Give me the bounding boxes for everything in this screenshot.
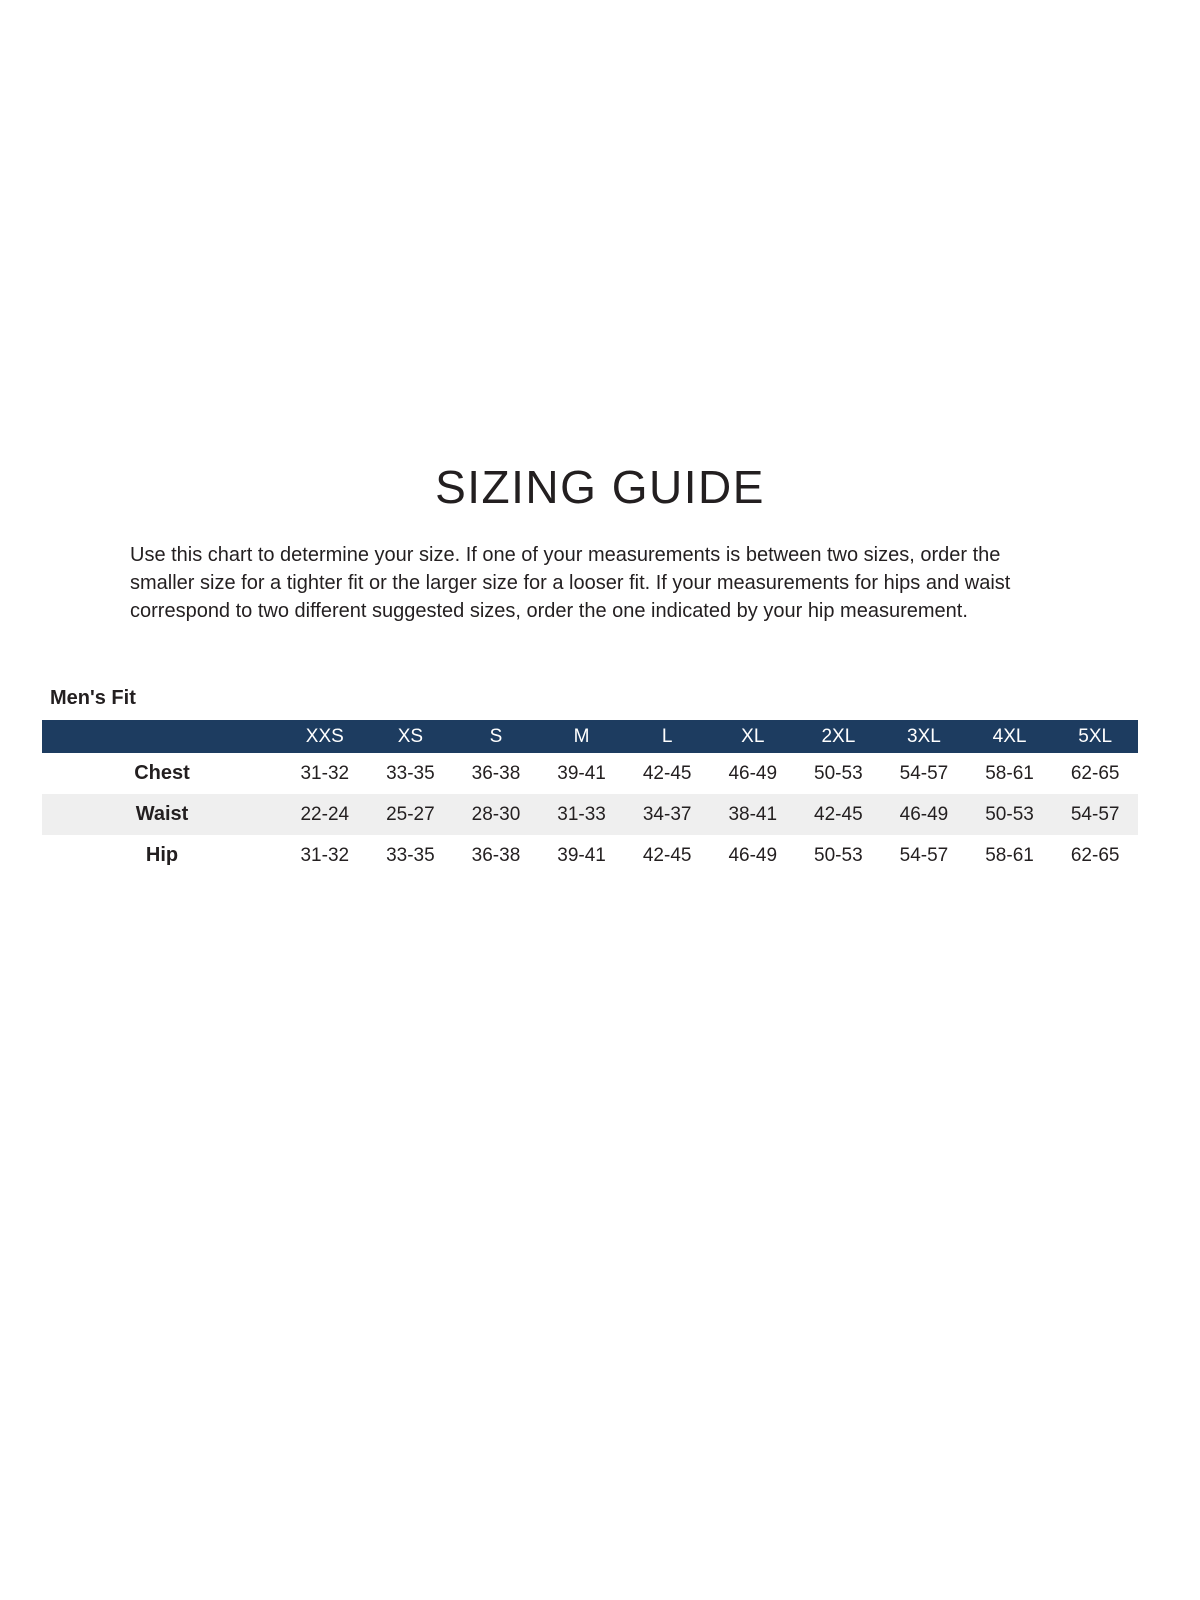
section-label-mens-fit: Men's Fit bbox=[50, 687, 136, 709]
size-table bbox=[42, 720, 1138, 876]
table-cell: 28-30 bbox=[471, 803, 521, 825]
page-title: SIZING GUIDE bbox=[435, 461, 765, 513]
header-cell-s: S bbox=[453, 720, 539, 753]
header-cell-empty bbox=[42, 720, 282, 753]
table-cell: 46-49 bbox=[899, 803, 949, 825]
intro-text: Use this chart to determine your size. If one of your measurements is between two sizes, order the smaller size for a tighter fit or the larger size for a looser fit. If your measurements for hips and waist correspond to two different suggested sizes, order the one indicated by your hip measurement. bbox=[130, 544, 1011, 622]
table-cell: 54-57 bbox=[899, 844, 949, 866]
table-cell: 58-61 bbox=[985, 762, 1034, 784]
table-cell: 31-33 bbox=[557, 803, 606, 825]
table-cell: 50-53 bbox=[985, 803, 1034, 825]
table-cell: 58-61 bbox=[985, 844, 1034, 866]
table-cell: 25-27 bbox=[386, 803, 435, 825]
table-cell: 62-65 bbox=[1070, 762, 1120, 784]
header-cell-xs: XS bbox=[368, 720, 454, 753]
header-cell-5xl: 5XL bbox=[1052, 720, 1138, 753]
table-cell: 39-41 bbox=[557, 762, 606, 784]
table-cell: 36-38 bbox=[471, 762, 521, 784]
header-cell-2xl: 2XL bbox=[796, 720, 882, 753]
table-row-waist bbox=[42, 794, 1138, 835]
table-cell: 54-57 bbox=[899, 762, 949, 784]
header-cell-m: M bbox=[539, 720, 625, 753]
table-cell: 42-45 bbox=[642, 844, 692, 866]
table-cell: 50-53 bbox=[814, 844, 863, 866]
size-table-header-row bbox=[42, 720, 1138, 753]
table-cell: 50-53 bbox=[814, 762, 863, 784]
table-cell: 46-49 bbox=[728, 762, 778, 784]
table-row-hip bbox=[42, 835, 1138, 876]
table-cell: 31-32 bbox=[300, 762, 350, 784]
table-cell: 33-35 bbox=[386, 762, 435, 784]
row-label-chest: Chest bbox=[134, 762, 190, 784]
row-label-waist: Waist bbox=[135, 803, 189, 825]
table-cell: 33-35 bbox=[386, 844, 435, 866]
table-cell: 62-65 bbox=[1070, 844, 1120, 866]
table-cell: 34-37 bbox=[642, 803, 692, 825]
header-cell-3xl: 3XL bbox=[881, 720, 967, 753]
table-cell: 39-41 bbox=[557, 844, 606, 866]
table-cell: 22-24 bbox=[300, 803, 350, 825]
table-cell: 42-45 bbox=[814, 803, 863, 825]
header-cell-xl: XL bbox=[710, 720, 796, 753]
table-cell: 31-32 bbox=[300, 844, 350, 866]
table-row-chest bbox=[42, 753, 1138, 794]
table-cell: 42-45 bbox=[642, 762, 692, 784]
table-cell: 36-38 bbox=[471, 844, 521, 866]
header-cell-4xl: 4XL bbox=[967, 720, 1053, 753]
header-cell-xxs: XXS bbox=[282, 720, 368, 753]
table-cell: 38-41 bbox=[728, 803, 778, 825]
header-cell-l: L bbox=[624, 720, 710, 753]
table-cell: 46-49 bbox=[728, 844, 778, 866]
table-cell: 54-57 bbox=[1070, 803, 1120, 825]
row-label-hip: Hip bbox=[145, 844, 179, 866]
